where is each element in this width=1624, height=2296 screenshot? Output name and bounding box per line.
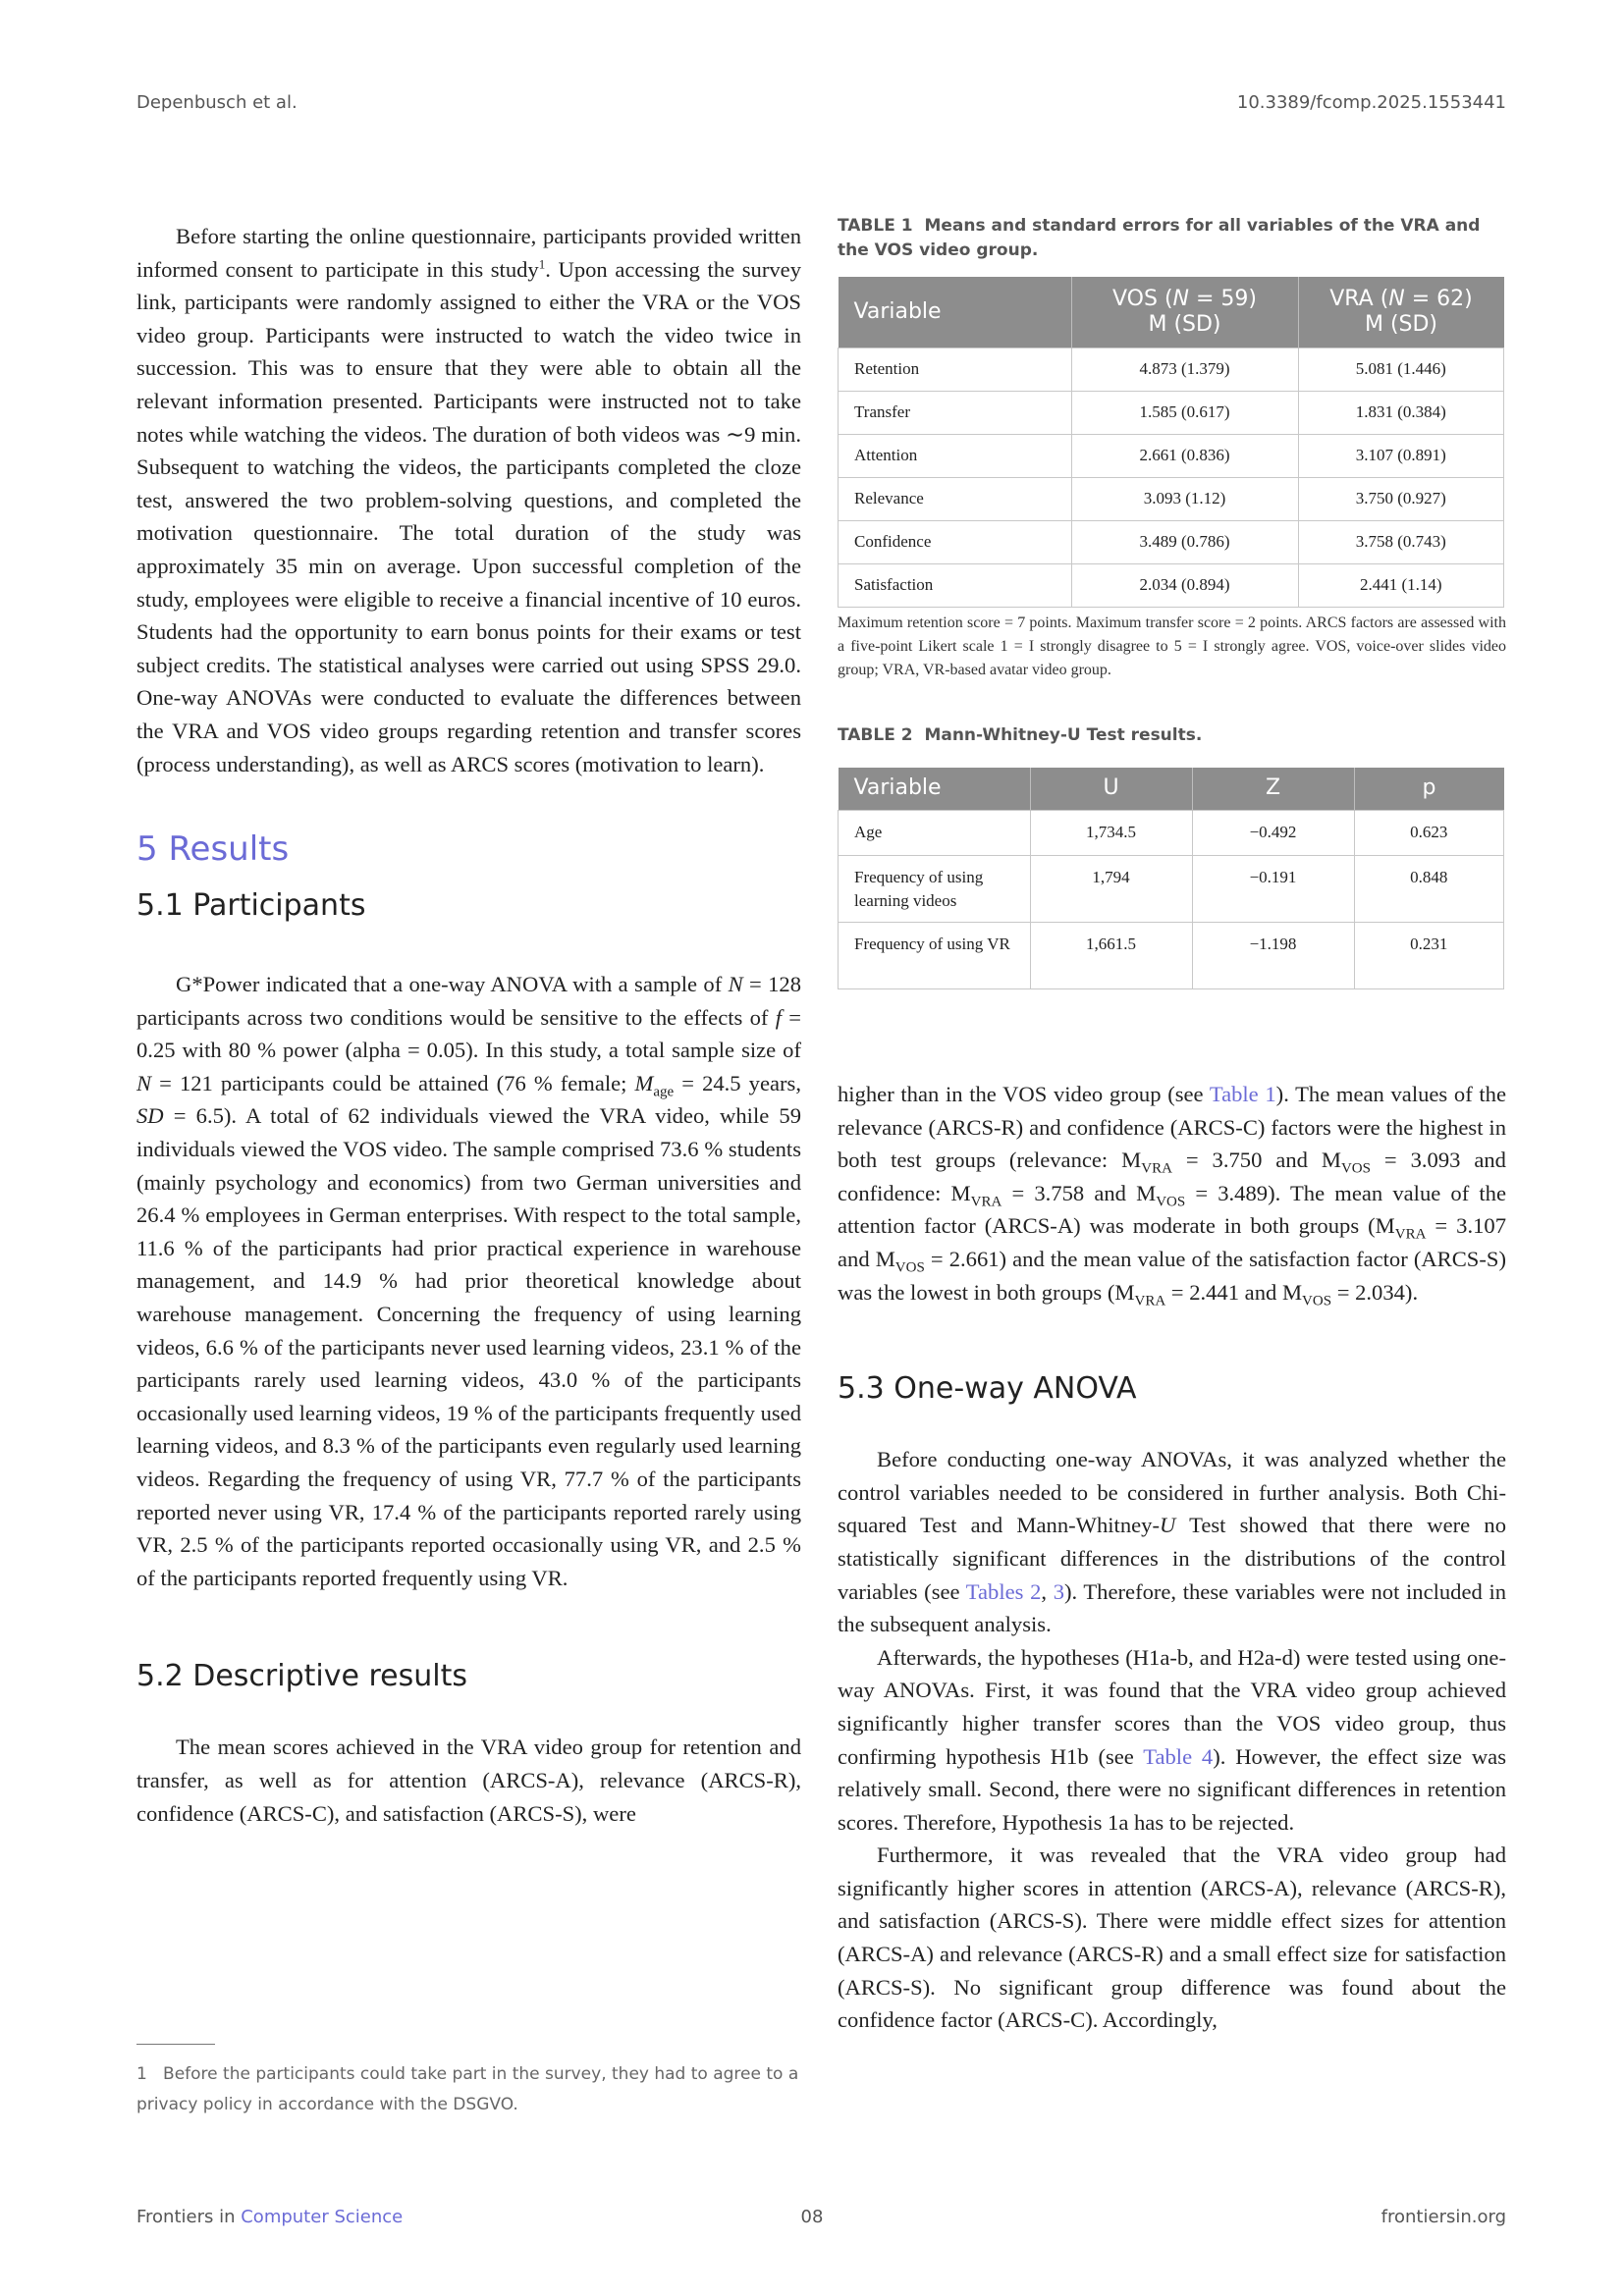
- tables-2-link[interactable]: Tables 2: [965, 1578, 1042, 1604]
- paragraph-anova-controls: Before conducting one-way ANOVAs, it was analyzed whether the control variables needed to be considered in further analysis. Both Chi-squared Test and Mann-Whitney-U Test showed that there were no statistically significant differences in the distributions of the control variables (see Tables 2, 3). Therefore, these variables were not included in the subsequent analysis.: [838, 1447, 1507, 1637]
- table1: [838, 277, 1504, 608]
- table2-cell-u: 1,734.5: [1030, 811, 1192, 856]
- paragraph-participants: G*Power indicated that a one-way ANOVA with a sample of N = 128 participants across two conditions would be sensitive to the effects of f = 0.25 with 80 % power (alpha = 0.05). In this study, a total sample size of N = 121 participants could be attained (76 % female; $M_{age} = 24.5$ years, SD = 6.5). A total of 62 individuals viewed the VRA video, while 59 individuals viewed the VOS video. The sample comprised 73.6 % students (mainly psychology and economics) from two German universities and 26.4 % employees in German enterprises. With respect to the total sample, 11.6 % of the participants had prior practical experience in warehouse management, and 14.9 % had prior theoretical knowledge about warehouse management. Concerning the frequency of using learning videos, 6.6 % of the participants never used learning videos, 23.1 % of the participants rarely used learning videos, 43.0 % of the participants occasionally used learning videos, 19 % of the participants frequently used learning videos, and 8.3 % of the participants even regularly used learning videos. Regarding the frequency of using VR, 77.7 % of the participants reported never using VR, 17.4 % of the participants reported rarely using VR, 2.5 % of the participants reported occasionally using VR, and 2.5 % of the participants reported frequently using VR.: [136, 972, 801, 1590]
- running-header-doi: 10.3389/fcomp.2025.1553441: [1236, 92, 1506, 113]
- table2-caption: TABLE 2 Mann-Whitney-U Test results.: [838, 724, 1203, 745]
- table1-cell-variable: Relevance: [839, 477, 1072, 520]
- table2: [838, 768, 1504, 990]
- table-row: [839, 811, 1504, 856]
- table2-cell-p: 0.848: [1354, 856, 1504, 923]
- table1-cell-variable: Confidence: [839, 520, 1072, 563]
- footnote: 1 Before the participants could take part in the survey, they had to agree to a privacy policy in accordance with the DSGVO.: [136, 2064, 799, 2114]
- table-3-link[interactable]: 3: [1053, 1578, 1064, 1604]
- paragraph-procedure: Before starting the online questionnaire, participants provided written informed consent to participate in this study$^1$. Upon accessing the survey link, participants were randomly assigned to either the VRA or the VOS video group. Participants were instructed to watch the video twice in succession. This was to ensure that they were able to obtain all the relevant information presented. Participants were instructed not to take notes while watching the videos. The duration of both videos was ∼9 min. Subsequent to watching the videos, the participants completed the cloze test, answered the two problem-solving questions, and completed the motivation questionnaire. The total duration of the study was approximately 35 min on average. Upon successful completion of the study, employees were eligible to receive a financial incentive of 10 euros. Students had the opportunity to earn bonus points for their exams or test subject credits. The statistical analyses were carried out using SPSS 29.0. One-way ANOVAs were conducted to evaluate the differences between the VRA and VOS video groups regarding retention and transfer scores (process understanding), as well as ARCS scores (motivation to learn).: [136, 224, 801, 776]
- table2-header-p: p: [1354, 768, 1504, 811]
- table1-cell-vos: 2.034 (0.894): [1071, 563, 1298, 607]
- table-row: [839, 347, 1504, 391]
- table1-header-vos: VOS (N = 59) M (SD): [1071, 277, 1298, 347]
- table2-cell-z: −1.198: [1192, 923, 1354, 989]
- table-row: [839, 923, 1504, 989]
- table2-cell-u: 1,661.5: [1030, 923, 1192, 989]
- table2-cell-variable: Frequency of using learning videos: [839, 856, 1031, 923]
- table2-cell-variable: Age: [839, 811, 1031, 856]
- table1-cell-variable: Satisfaction: [839, 563, 1072, 607]
- table-row: [839, 856, 1504, 923]
- table1-header-variable: Variable: [839, 277, 1072, 347]
- table2-cell-z: −0.492: [1192, 811, 1354, 856]
- page-number: 08: [800, 2207, 824, 2227]
- table2-cell-z: −0.191: [1192, 856, 1354, 923]
- table1-cell-variable: Transfer: [839, 391, 1072, 434]
- section-heading-results: 5 Results: [136, 829, 290, 870]
- table1-cell-vos: 1.585 (0.617): [1071, 391, 1298, 434]
- table1-cell-vos: 4.873 (1.379): [1071, 347, 1298, 391]
- table-row: [839, 563, 1504, 607]
- footer-journal: Frontiers in Computer Science: [136, 2207, 404, 2227]
- footnote-ref[interactable]: 1: [538, 256, 546, 272]
- paragraph-anova-hypotheses: Afterwards, the hypotheses (H1a-b, and H2a-d) were tested using one-way ANOVAs. First, it was found that the VRA video group achieved significantly higher transfer scores than the VOS video group, thus confirming hypothesis H1b (see Table 4). However, the effect size was relatively small. Second, there were no significant differences in retention scores. Therefore, Hypothesis 1a has to be rejected.: [838, 1644, 1506, 1835]
- table1-cell-vos: 3.489 (0.786): [1071, 520, 1298, 563]
- table1-note: Maximum retention score = 7 points. Maximum transfer score = 2 points. ARCS factors are assessed with a five-point Likert scale 1 = I strongly disagree to 5 = I strongly agree. VOS, voice-over slides video group; VRA, VR-based avatar video group.: [838, 614, 1506, 678]
- table1-cell-vos: 3.093 (1.12): [1071, 477, 1298, 520]
- paragraph-descriptive: The mean scores achieved in the VRA video group for retention and transfer, as well as for attention (ARCS-A), relevance (ARCS-R), confidence (ARCS-C), and satisfaction (ARCS-S), were: [136, 1735, 801, 1826]
- table1-cell-vra: 3.107 (0.891): [1298, 434, 1504, 477]
- left-column: [136, 220, 801, 1830]
- table2-cell-u: 1,794: [1030, 856, 1192, 923]
- table1-cell-vra: 5.081 (1.446): [1298, 347, 1504, 391]
- table4-link[interactable]: Table 4: [1143, 1743, 1214, 1769]
- table1-link[interactable]: Table 1: [1209, 1082, 1276, 1106]
- running-header-authors: Depenbusch et al.: [136, 92, 298, 113]
- table1-cell-vra: 1.831 (0.384): [1298, 391, 1504, 434]
- subsection-heading-participants: 5.1 Participants: [136, 888, 366, 924]
- right-column: [838, 214, 1506, 2037]
- paragraph-anova-arcs: Furthermore, it was revealed that the VRA video group had significantly higher scores in attention (ARCS-A), relevance (ARCS-R), and satisfaction (ARCS-S). There were middle effect sizes for attention (ARCS-A) and relevance (ARCS-R) and a small effect size for satisfaction (ARCS-S). No significant group difference was found about the confidence factor (ARCS-C). Accordingly,: [838, 1842, 1506, 2033]
- table1-cell-vra: 3.750 (0.927): [1298, 477, 1504, 520]
- journal-link[interactable]: Computer Science: [241, 2207, 404, 2227]
- table-row: [839, 520, 1504, 563]
- table2-header-variable: Variable: [839, 768, 1031, 811]
- table1-cell-vra: 3.758 (0.743): [1298, 520, 1504, 563]
- subsection-heading-anova: 5.3 One-way ANOVA: [838, 1371, 1137, 1407]
- footnote-rule: [136, 2044, 215, 2045]
- table2-header-z: Z: [1192, 768, 1354, 811]
- table1-caption: TABLE 1 Means and standard errors for all variables of the VRA and the VOS video group.: [838, 216, 1481, 260]
- table2-cell-p: 0.231: [1354, 923, 1504, 989]
- table-row: [839, 391, 1504, 434]
- table1-cell-variable: Retention: [839, 347, 1072, 391]
- table1-cell-variable: Attention: [839, 434, 1072, 477]
- footer-site-link[interactable]: frontiersin.org: [1380, 2207, 1506, 2227]
- table2-cell-p: 0.623: [1354, 811, 1504, 856]
- table-row: [839, 477, 1504, 520]
- table2-header-u: U: [1030, 768, 1192, 811]
- subsection-heading-descriptive: 5.2 Descriptive results: [136, 1659, 467, 1694]
- table1-cell-vos: 2.661 (0.836): [1071, 434, 1298, 477]
- table-row: [839, 434, 1504, 477]
- paragraph-descriptive-cont: higher than in the VOS video group (see Table 1). The mean values of the relevance (ARCS-R) and confidence (ARCS-C) factors were the highest in both test groups (relevance: $M_{VRA} = 3.750$ and $M_{VOS} = 3.093$ and confidence: $M_{VRA} = 3.758$ and $M_{VOS} = 3.489$). The mean value of the attention factor (ARCS-A) was moderate in both groups ($M_{VRA} = 3.107$ and $M_{VOS} = 2.661$) and the mean value of the satisfaction factor (ARCS-S) was the lowest in both groups ($M_{VRA} = 2.441$ and $M_{VOS} = 2.034$).: [838, 1082, 1506, 1309]
- table1-header-vra: VRA (N = 62) M (SD): [1298, 277, 1504, 347]
- table1-cell-vra: 2.441 (1.14): [1298, 563, 1504, 607]
- table2-cell-variable: Frequency of using VR: [839, 923, 1031, 989]
